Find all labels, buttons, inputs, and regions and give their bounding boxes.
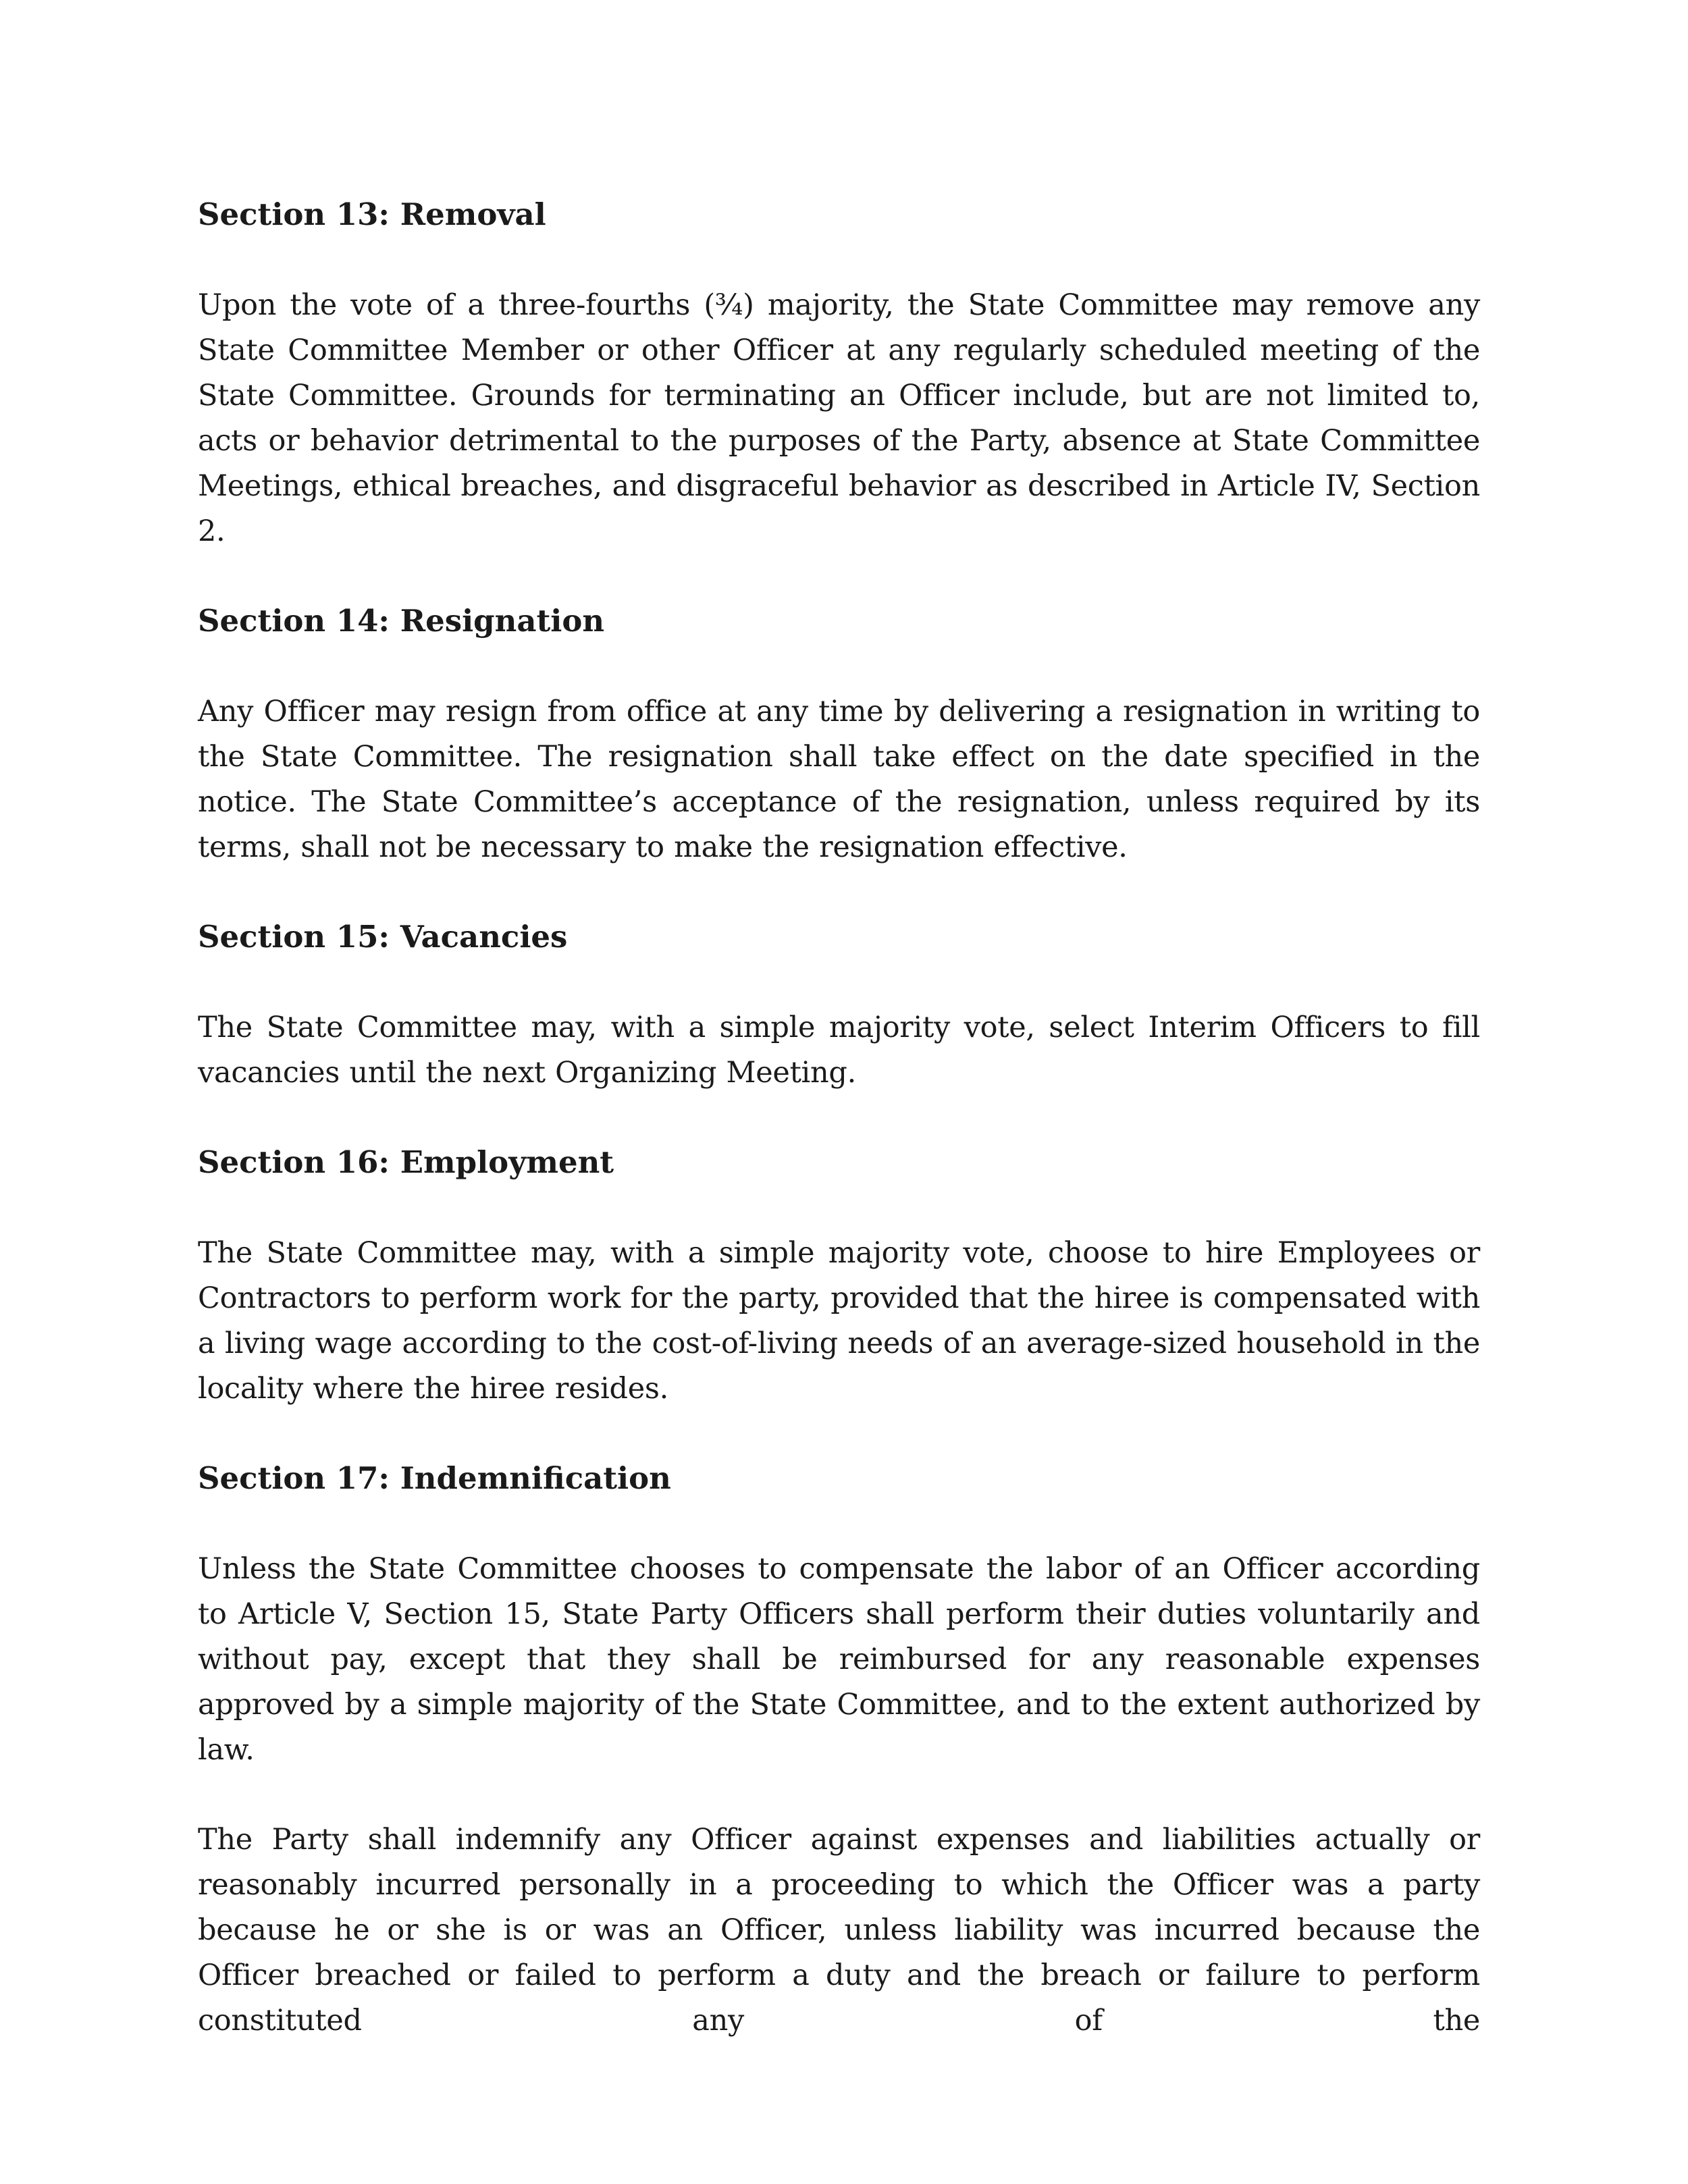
section-paragraph: The State Committee may, with a simple majority vote, choose to hire Employees or Contractors to perform work for the party, provided that the hiree is compensated with a living wage according to the cost-of-living needs of an average-sized household in the locality where the hiree resides.: [198, 1236, 1480, 1406]
section-heading: Section 15: Vacancies: [198, 919, 568, 955]
section-heading: Section 17: Indemnification: [198, 1460, 671, 1496]
section-paragraph: The State Committee may, with a simple majority vote, select Interim Officers to fill vacancies until the next Organizing Meeting.: [198, 1011, 1480, 1090]
section-15-vacancies: [198, 915, 1480, 1096]
section-paragraph: Any Officer may resign from office at any time by delivering a resignation in writing to the State Committee. The resignation shall take effect on the date specified in the notice. The State Committee’s acceptance of the resignation, unless required by its terms, shall not be necessary to make the resignation effective.: [198, 695, 1480, 864]
document-body: [198, 192, 1480, 2044]
section-heading: Section 13: Removal: [198, 196, 546, 232]
section-paragraph: Upon the vote of a three-fourths (¾) majority, the State Committee may remove any State Committee Member or other Officer at any regularly scheduled meeting of the State Committee. Grounds for terminating an Officer include, but are not limited to, acts or behavior detrimental to the purposes of the Party, absence at State Committee Meetings, ethical breaches, and disgraceful behavior as described in Article IV, Section 2.: [198, 288, 1480, 548]
section-13-removal: [198, 192, 1480, 554]
section-heading: Section 16: Employment: [198, 1144, 614, 1180]
section-paragraph: Unless the State Committee chooses to compensate the labor of an Officer according to Article V, Section 15, State Party Officers shall perform their duties voluntarily and without pay, except that they shall be reimbursed for any reasonable expenses approved by a simple majority of the State Committee, and to the extent authorized by law.: [198, 1552, 1480, 1767]
section-16-employment: [198, 1140, 1480, 1412]
section-14-resignation: [198, 599, 1480, 870]
section-heading: Section 14: Resignation: [198, 603, 605, 639]
section-17-indemnification: [198, 1456, 1480, 2044]
section-paragraph: The Party shall indemnify any Officer against expenses and liabilities actually or reasonably incurred personally in a proceeding to which the Officer was a party because he or she is or was an Officer, unless liability was incurred because the Officer breached or failed to perform a duty and the breach or failure to perform constituted any of the: [198, 1823, 1480, 2037]
